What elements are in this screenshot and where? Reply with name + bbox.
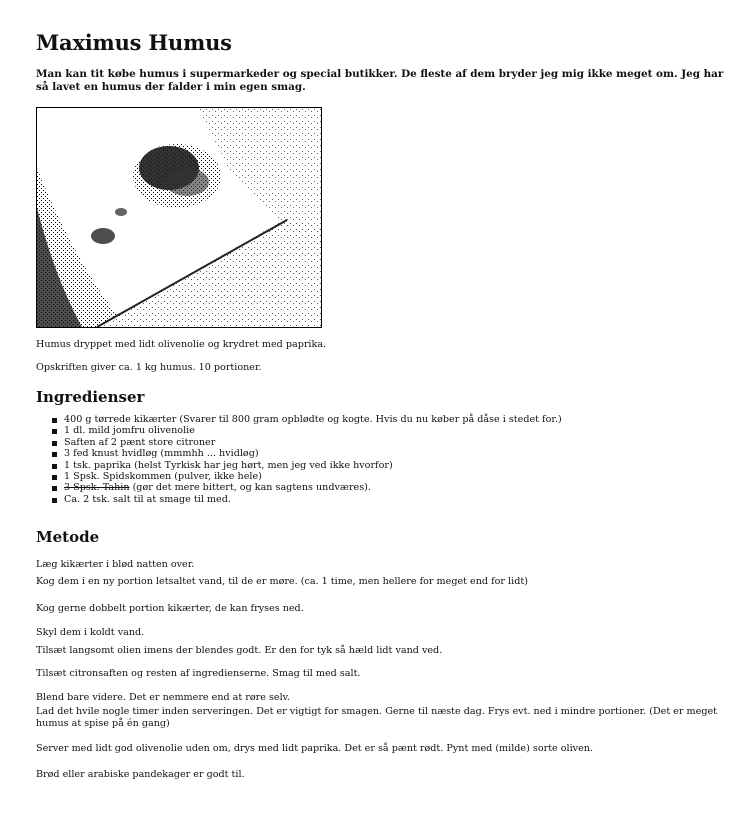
bullet-icon xyxy=(52,452,57,457)
method-step: Skyl dem i koldt vand. xyxy=(36,627,145,638)
photo-caption: Humus dryppet med lidt olivenolie og krydret med paprika. xyxy=(36,339,327,350)
method-step: Kog dem i en ny portion letsaltet vand, til de er møre. (ca. 1 time, men hellere for meget end for lidt) xyxy=(36,576,528,587)
list-item-struck xyxy=(36,482,562,493)
bullet-icon xyxy=(52,486,57,491)
method-step: Brød eller arabiske pandekager er godt til. xyxy=(36,769,245,780)
struck-text: 3 Spsk. Tahin xyxy=(64,482,130,494)
struck-rest: (gør det mere bittert, og kan sagtens undværes). xyxy=(129,482,371,494)
bullet-icon xyxy=(52,475,57,480)
hummus-bowl-photo-icon xyxy=(37,108,321,327)
hummus-photo xyxy=(36,107,322,328)
bullet-icon xyxy=(52,441,57,446)
method-heading: Metode xyxy=(36,528,100,546)
ingredients-list xyxy=(36,414,562,505)
bullet-icon xyxy=(52,418,57,423)
method-step: Blend bare videre. Det er nemmere end at røre selv. xyxy=(36,692,290,703)
method-step: Kog gerne dobbelt portion kikærter, de kan fryses ned. xyxy=(36,603,304,614)
bullet-icon xyxy=(52,464,57,469)
method-step: Lad det hvile nogle timer inden serveringen. Det er vigtigt for smagen. Gerne til næste dag. Frys evt. ned i mindre portioner. (Det er meget humus at spise på én gang) xyxy=(36,706,717,729)
list-item: Ca. 2 tsk. salt til at smage til med. xyxy=(36,494,562,505)
list-item: 3 fed knust hvidløg (mmmhh ... hvidløg) xyxy=(36,448,562,459)
method-step: Tilsæt citronsaften og resten af ingredienserne. Smag til med salt. xyxy=(36,668,361,679)
method-step: Server med lidt god olivenolie uden om, drys med lidt paprika. Det er så pænt rødt. Pynt med (milde) sorte oliven. xyxy=(36,743,594,754)
bullet-icon xyxy=(52,498,57,503)
method-step: Læg kikærter i blød natten over. xyxy=(36,559,195,570)
ingredients-heading: Ingredienser xyxy=(36,388,145,406)
list-item: 1 dl. mild jomfru olivenolie xyxy=(36,425,562,436)
list-item: 400 g tørrede kikærter (Svarer til 800 gram opblødte og kogte. Hvis du nu køber på dåse i stedet for.) xyxy=(36,414,562,425)
list-item: 1 Spsk. Spidskommen (pulver, ikke hele) xyxy=(36,471,562,482)
list-item: 1 tsk. paprika (helst Tyrkisk har jeg hørt, men jeg ved ikke hvorfor) xyxy=(36,460,562,471)
method-step: Tilsæt langsomt olien imens der blendes godt. Er den for tyk så hæld lidt vand ved. xyxy=(36,645,443,656)
bullet-icon xyxy=(52,429,57,434)
yield-text: Opskriften giver ca. 1 kg humus. 10 portioner. xyxy=(36,362,262,373)
intro-text: Man kan tit købe humus i supermarkeder og special butikker. De fleste af dem bryder jeg mig ikke meget om. Jeg har så lavet en humus der falder i min egen smag. xyxy=(36,68,724,93)
page-title: Maximus Humus xyxy=(36,30,232,55)
list-item: Saften af 2 pænt store citroner xyxy=(36,437,562,448)
